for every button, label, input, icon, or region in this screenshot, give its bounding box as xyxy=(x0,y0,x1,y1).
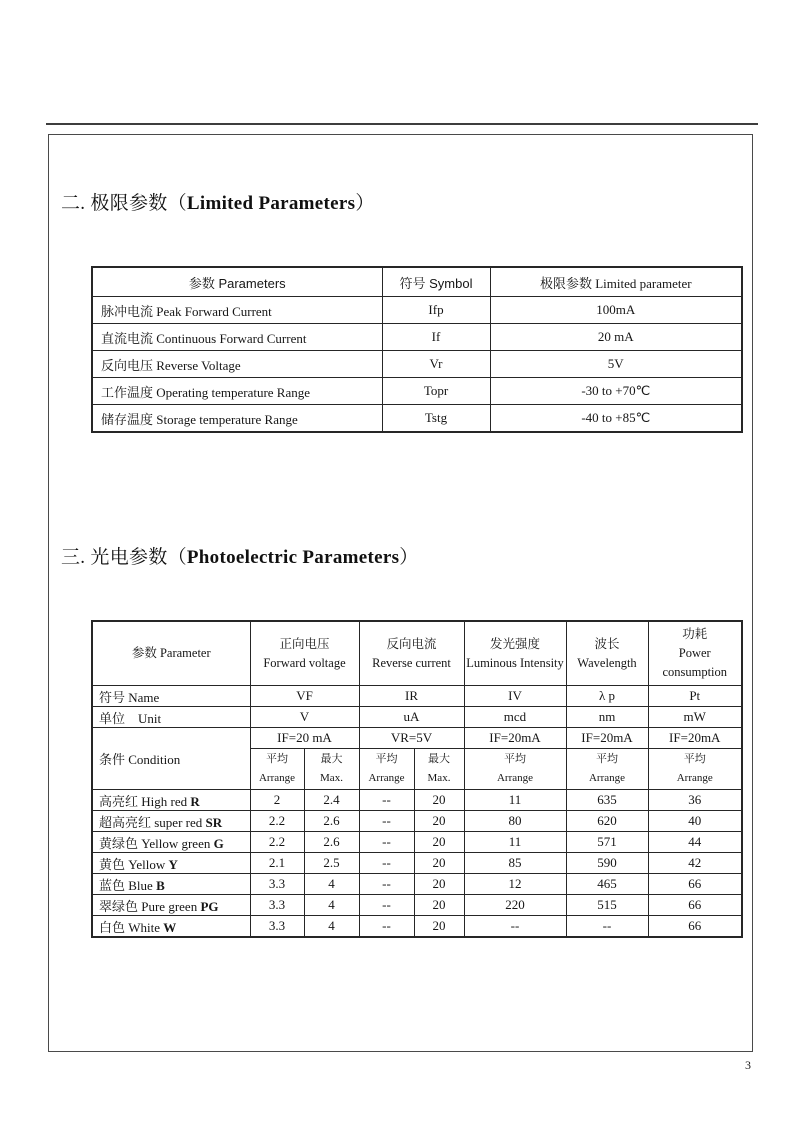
stat-cell xyxy=(464,749,566,790)
value-cell: 11 xyxy=(464,790,566,811)
value-cell: 20 xyxy=(414,790,464,811)
photo-header-row xyxy=(92,621,742,686)
stat-zh: 平均 xyxy=(596,753,618,766)
unit-cell: uA xyxy=(359,707,464,728)
symbol-cell: Ifp xyxy=(382,297,490,324)
condition-label: 条件 Condition xyxy=(92,728,250,790)
value-cell: -- xyxy=(359,790,414,811)
stat-cell xyxy=(304,749,359,790)
name-cell: VF xyxy=(250,686,359,707)
table-row xyxy=(92,790,742,811)
limits-header-parameters: 参数 Parameters xyxy=(92,267,382,297)
value-cell: 2 xyxy=(250,790,304,811)
stat-en: Arrange xyxy=(676,772,713,784)
photo-header-reverse-current xyxy=(359,621,464,686)
value-cell: 4 xyxy=(304,916,359,938)
value-cell: 66 xyxy=(648,895,742,916)
header-zh: 功耗 xyxy=(682,627,708,642)
symbol-cell: Tstg xyxy=(382,405,490,433)
photo-condition-row xyxy=(92,728,742,749)
stat-zh: 平均 xyxy=(266,753,288,766)
stat-en: Arrange xyxy=(258,772,296,784)
table-row xyxy=(92,895,742,916)
value-cell: 11 xyxy=(464,832,566,853)
value-cell: 44 xyxy=(648,832,742,853)
color-label: 黄色 Yellow xyxy=(99,856,169,872)
value-cell: 2.2 xyxy=(250,832,304,853)
table-row xyxy=(92,853,742,874)
value-cell: 2.4 xyxy=(304,790,359,811)
color-label-cell xyxy=(92,895,250,916)
photoelectric-parameters-table xyxy=(91,620,743,938)
stat-en: Arrange xyxy=(368,772,405,784)
value-cell: 80 xyxy=(464,811,566,832)
value-cell: 20 xyxy=(414,874,464,895)
value-cell: -- xyxy=(359,832,414,853)
unit-cell: mW xyxy=(648,707,742,728)
table-row xyxy=(92,874,742,895)
value-cell: 2.2 xyxy=(250,811,304,832)
name-cell: IV xyxy=(464,686,566,707)
limits-header-row xyxy=(92,267,742,297)
section-title-prefix: 二. 极限参数（ xyxy=(61,193,187,214)
unit-cell: V xyxy=(250,707,359,728)
header-en: Reverse current xyxy=(372,655,451,670)
value-cell: 590 xyxy=(566,853,648,874)
value-cell: -- xyxy=(359,874,414,895)
stat-zh: 平均 xyxy=(683,753,706,766)
color-code: G xyxy=(213,835,224,851)
color-code: R xyxy=(190,793,200,809)
color-label-cell xyxy=(92,874,250,895)
color-label-cell xyxy=(92,790,250,811)
param-cell: 反向电压 Reverse Voltage xyxy=(92,351,382,378)
value-cell: 3.3 xyxy=(250,874,304,895)
stat-cell xyxy=(414,749,464,790)
header-en: Wavelength xyxy=(577,655,637,670)
header-en: Forward voltage xyxy=(263,655,346,670)
symbol-cell: Vr xyxy=(382,351,490,378)
table-row xyxy=(92,811,742,832)
table-row xyxy=(92,916,742,938)
table-row xyxy=(92,324,742,351)
photo-unit-row xyxy=(92,707,742,728)
value-cell: 4 xyxy=(304,895,359,916)
value-cell: 100mA xyxy=(490,297,742,324)
stat-en: Arrange xyxy=(496,772,534,784)
color-label: 黄绿色 Yellow green xyxy=(99,835,214,851)
condition-cell: IF=20 mA xyxy=(250,728,359,749)
value-cell: 515 xyxy=(566,895,648,916)
condition-cell: IF=20mA xyxy=(648,728,742,749)
value-cell: -40 to +85℃ xyxy=(490,405,742,433)
table-row xyxy=(92,405,742,433)
table-row xyxy=(92,351,742,378)
value-cell: 3.3 xyxy=(250,916,304,938)
param-cell: 储存温度 Storage temperature Range xyxy=(92,405,382,433)
condition-cell: IF=20mA xyxy=(464,728,566,749)
color-label: 超高亮红 super red xyxy=(99,814,206,830)
symbol-cell: If xyxy=(382,324,490,351)
color-code: PG xyxy=(200,898,219,914)
value-cell: 40 xyxy=(648,811,742,832)
value-cell: 20 xyxy=(414,811,464,832)
stat-zh: 最大 xyxy=(428,753,450,766)
photo-header-parameter: 参数 Parameter xyxy=(92,621,250,686)
value-cell: 2.1 xyxy=(250,853,304,874)
stat-cell xyxy=(359,749,414,790)
value-cell: 12 xyxy=(464,874,566,895)
param-cell: 工作温度 Operating temperature Range xyxy=(92,378,382,405)
value-cell: 571 xyxy=(566,832,648,853)
color-label-cell xyxy=(92,916,250,938)
value-cell: 2.6 xyxy=(304,811,359,832)
color-label: 高亮红 High red xyxy=(99,793,191,809)
photo-header-wavelength xyxy=(566,621,648,686)
stat-zh: 平均 xyxy=(504,753,526,766)
value-cell: 2.5 xyxy=(304,853,359,874)
value-cell: 66 xyxy=(648,874,742,895)
table-row xyxy=(92,378,742,405)
stat-zh: 最大 xyxy=(320,753,343,766)
limited-parameters-table xyxy=(91,266,743,433)
color-code: B xyxy=(156,877,165,893)
header-zh: 反向电流 xyxy=(386,636,437,651)
stat-en: Max. xyxy=(427,772,451,784)
header-en: Power consumption xyxy=(662,646,728,679)
color-label-cell xyxy=(92,811,250,832)
stat-cell xyxy=(566,749,648,790)
value-cell: 4 xyxy=(304,874,359,895)
stat-cell xyxy=(648,749,742,790)
condition-cell: IF=20mA xyxy=(566,728,648,749)
section-title-english: Limited Parameters xyxy=(186,193,356,214)
condition-cell: VR=5V xyxy=(359,728,464,749)
limits-header-limited-parameter: 极限参数 Limited parameter xyxy=(490,267,742,297)
name-cell: Pt xyxy=(648,686,742,707)
value-cell: 42 xyxy=(648,853,742,874)
value-cell: 5V xyxy=(490,351,742,378)
section-title-limited-parameters xyxy=(61,188,375,215)
symbol-cell: Topr xyxy=(382,378,490,405)
color-code: W xyxy=(163,919,177,935)
value-cell: 36 xyxy=(648,790,742,811)
header-zh: 发光强度 xyxy=(489,636,540,651)
name-cell: IR xyxy=(359,686,464,707)
color-label: 白色 White xyxy=(99,919,164,935)
unit-row-label: 单位 Unit xyxy=(92,707,250,728)
value-cell: -- xyxy=(359,895,414,916)
photo-header-forward-voltage xyxy=(250,621,359,686)
value-cell: 2.6 xyxy=(304,832,359,853)
value-cell: 85 xyxy=(464,853,566,874)
value-cell: -- xyxy=(359,853,414,874)
value-cell: 635 xyxy=(566,790,648,811)
table-row xyxy=(92,832,742,853)
header-zh: 正向电压 xyxy=(279,636,330,651)
photo-header-power-consumption xyxy=(648,621,742,686)
stat-en: Arrange xyxy=(588,772,626,784)
param-cell: 脉冲电流 Peak Forward Current xyxy=(92,297,382,324)
value-cell: 465 xyxy=(566,874,648,895)
name-row-label: 符号 Name xyxy=(92,686,250,707)
header-en: Luminous Intensity xyxy=(466,655,564,670)
color-label-cell xyxy=(92,832,250,853)
limits-header-symbol: 符号 Symbol xyxy=(382,267,490,297)
value-cell: -- xyxy=(359,811,414,832)
value-cell: 20 mA xyxy=(490,324,742,351)
section-title-photoelectric-parameters xyxy=(61,542,419,569)
color-label: 翠绿色 Pure green xyxy=(99,898,201,914)
value-cell: -- xyxy=(464,916,566,938)
value-cell: 20 xyxy=(414,895,464,916)
header-zh: 波长 xyxy=(594,636,620,651)
value-cell: -- xyxy=(566,916,648,938)
value-cell: 3.3 xyxy=(250,895,304,916)
value-cell: 220 xyxy=(464,895,566,916)
value-cell: -30 to +70℃ xyxy=(490,378,742,405)
color-label-cell xyxy=(92,853,250,874)
stat-en: Max. xyxy=(320,772,343,784)
stat-cell xyxy=(250,749,304,790)
section-title-prefix: 三. 光电参数（ xyxy=(61,547,187,568)
section-title-suffix: ） xyxy=(355,193,375,214)
section-title-english: Photoelectric Parameters xyxy=(186,547,400,568)
table-row xyxy=(92,297,742,324)
stat-zh: 平均 xyxy=(375,753,398,766)
color-label: 蓝色 Blue xyxy=(99,877,157,893)
value-cell: 66 xyxy=(648,916,742,938)
value-cell: 20 xyxy=(414,853,464,874)
color-code: Y xyxy=(168,856,178,872)
section-title-suffix: ） xyxy=(399,547,419,568)
page-number: 3 xyxy=(745,1058,751,1072)
value-cell: -- xyxy=(359,916,414,938)
top-horizontal-rule xyxy=(46,123,758,125)
unit-cell: mcd xyxy=(464,707,566,728)
value-cell: 20 xyxy=(414,832,464,853)
value-cell: 20 xyxy=(414,916,464,938)
photo-name-row xyxy=(92,686,742,707)
unit-cell: nm xyxy=(566,707,648,728)
param-cell: 直流电流 Continuous Forward Current xyxy=(92,324,382,351)
value-cell: 620 xyxy=(566,811,648,832)
name-cell: λ p xyxy=(566,686,648,707)
color-code: SR xyxy=(205,814,223,830)
photo-header-luminous-intensity xyxy=(464,621,566,686)
